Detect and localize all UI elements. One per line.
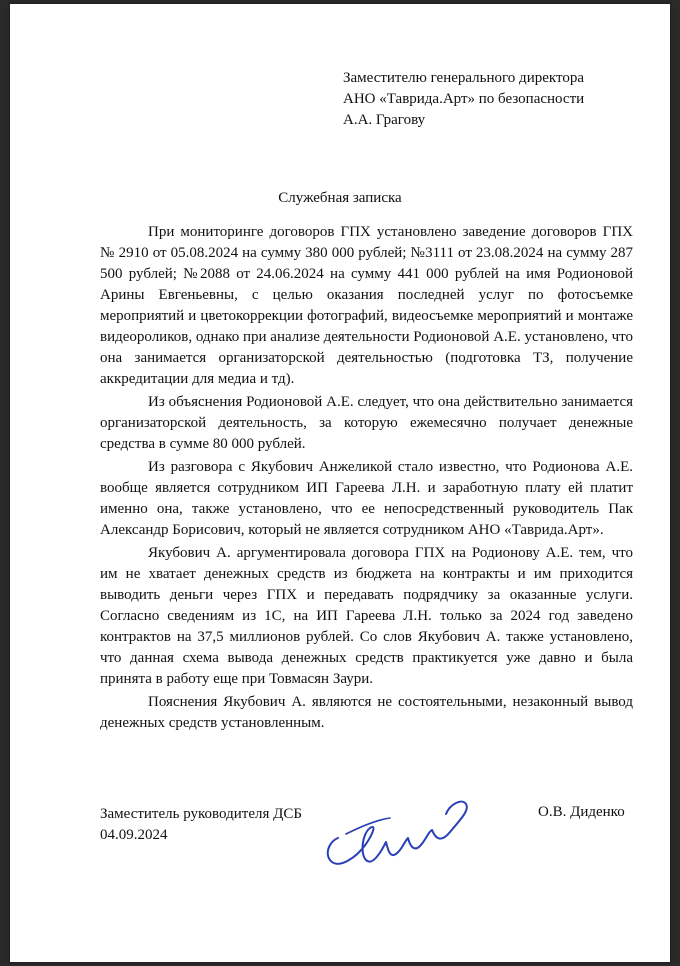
addressee-block <box>343 68 584 131</box>
paragraph-1: При мониторинге договоров ГПХ установлено заведение договоров ГПХ № 2910 от 05.08.2024 на сумму 380 000 рублей; №3111 от 23.08.2024 на сумму 287 500 рублей; №2088 от 24.06.2024 на сумму 441 000 рублей на имя Родионовой Арины Евгеньевны, с целью оказания последней услуг по фотосъемке мероприятий и цветокоррекции фотографий, видеосъемке мероприятий и монтаже видеороликов, однако при анализе деятельности Родионовой А.Е. установлено, что она занимается организаторской деятельностью (подготовка ТЗ, получение аккредитации для медиа и тд). <box>100 224 633 387</box>
document-page <box>10 4 670 962</box>
addressee-line-1: Заместителю генерального директора <box>343 70 584 86</box>
signer-position: Заместитель руководителя ДСБ <box>100 806 302 822</box>
signer-name: О.В. Диденко <box>538 804 625 820</box>
addressee-line-2: АНО «Таврида.Арт» по безопасности <box>343 91 585 107</box>
paragraph-5: Пояснения Якубович А. являются не состоятельными, незаконный вывод денежных средств установленным. <box>100 694 633 731</box>
handwritten-signature <box>310 784 490 884</box>
memo-body <box>100 222 633 736</box>
document-date: 04.09.2024 <box>100 827 168 843</box>
paragraph-3: Из разговора с Якубович Анжеликой стало известно, что Родионова А.Е. вообще является сотрудником ИП Гареева Л.Н. и заработную плату ей платит именно она, также установлено, что ее непосредственный руководитель Пак Александр Борисович, который не является сотрудником АНО «Таврида.Арт». <box>100 459 633 538</box>
signer-position-block <box>100 804 302 846</box>
paragraph-2: Из объяснения Родионовой А.Е. следует, что она действительно занимается организаторской деятельность, за которую ежемесячно получает денежные средства в сумме 80 000 рублей. <box>100 394 633 452</box>
paragraph-4: Якубович А. аргументировала договора ГПХ на Родионову А.Е. тем, что им не хватает денежных средств из бюджета на контракты и им приходится выводить деньги через ГПХ и передавать подрядчику за оказанные услуги. Согласно сведениям из 1С, на ИП Гареева Л.Н. только за 2024 год заведено контрактов на 37,5 миллионов рублей. Со слов Якубович А. также установлено, что данная схема вывода денежных средств практикуется уже давно и была принята в работу еще при Товмасян Заури. <box>100 545 633 687</box>
document-title: Служебная записка <box>278 190 402 206</box>
addressee-line-3: А.А. Грагову <box>343 112 426 128</box>
